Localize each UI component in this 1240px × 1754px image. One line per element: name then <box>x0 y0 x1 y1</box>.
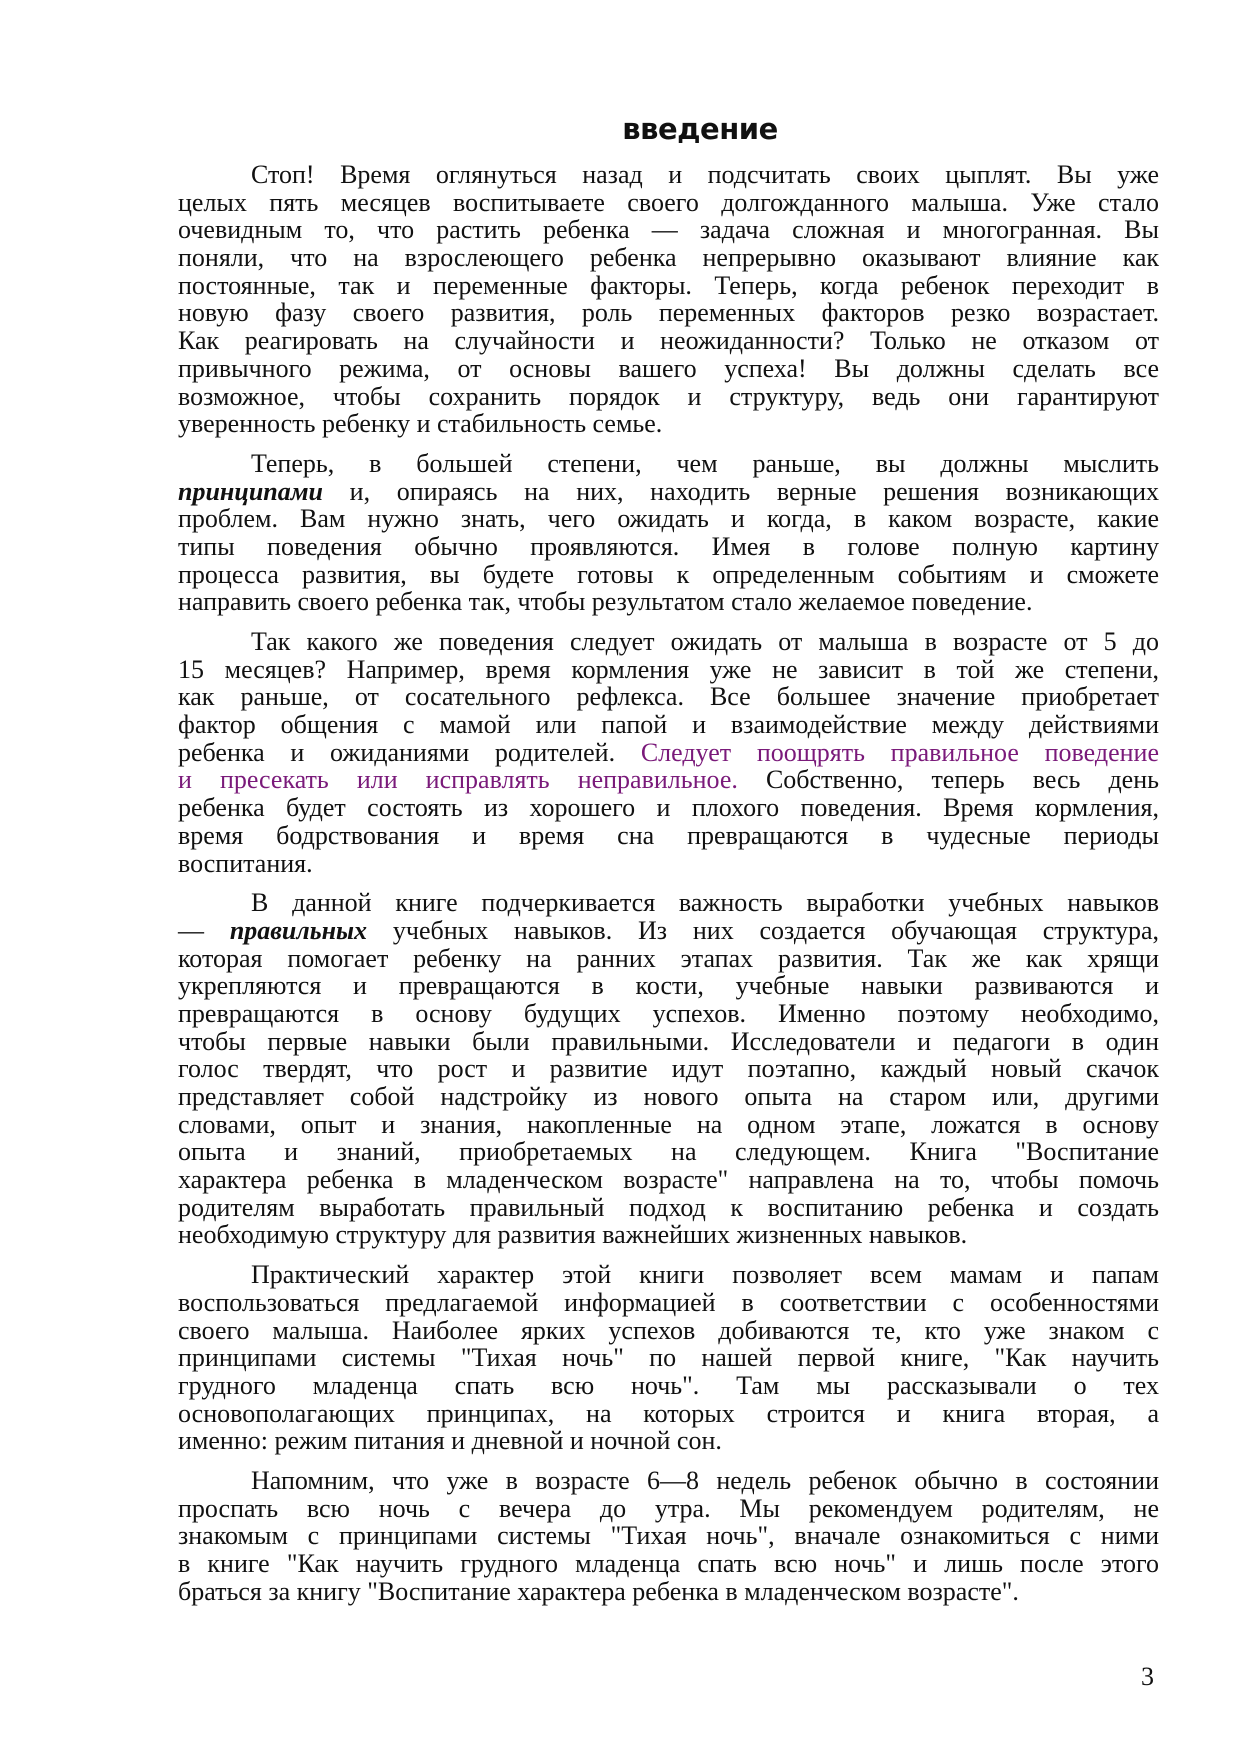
text-line: голос твердят, что рост и развитие идут поэтапно, каждый новый скачок <box>178 1054 1159 1084</box>
text-line: уверенность ребенку и стабильность семье. <box>178 409 663 439</box>
text-line: Так какого же поведения следует ожидать от малыша в возрасте от 5 до <box>251 627 1159 656</box>
text-line <box>178 766 1159 794</box>
text-line: фактор общения с мамой или папой и взаимодействие между действиями <box>178 710 1159 740</box>
text-line: Практический характер этой книги позволяет всем мамам и папам <box>251 1260 1159 1290</box>
emphasized-text: принципами <box>178 476 324 506</box>
text-line: в книге "Как научить грудного младенца спать всю ночь" и лишь после этого <box>178 1549 1159 1578</box>
text-line: возможное, чтобы сохранить порядок и структуру, ведь они гарантируют <box>178 381 1159 411</box>
text-line: очевидным то, что растить ребенка — задача сложная и многогранная. Вы <box>178 215 1159 245</box>
text-line: новую фазу своего развития, роль переменных факторов резко возрастает. <box>178 298 1159 328</box>
text-line: которая помогает ребенку на ранних этапах развития. Так же как хрящи <box>178 943 1159 973</box>
text-segment: Собственно, теперь весь день <box>737 765 1159 795</box>
text-line: Стоп! Время оглянуться назад и подсчитать своих цыплят. Вы уже <box>251 160 1159 189</box>
text-line: родителям выработать правильный подход к воспитанию ребенка и создать <box>178 1192 1159 1222</box>
text-segment: — <box>178 915 230 945</box>
text-line: необходимую структуру для развития важнейших жизненных навыков. <box>178 1220 968 1250</box>
paragraph <box>178 450 1159 616</box>
text-line: именно: режим питания и дневной и ночной сон. <box>178 1426 722 1456</box>
text-line: направить своего ребенка так, чтобы результатом стало желаемое поведение. <box>178 587 1033 617</box>
text-line: ребенка будет состоять из хорошего и плохого поведения. Время кормления, <box>178 793 1159 823</box>
text-line: воспользоваться предлагаемой информацией в соответствии с особенностями <box>178 1287 1159 1317</box>
text-line: Теперь, в большей степени, чем раньше, вы должны мыслить <box>251 448 1159 478</box>
text-line: опыта и знаний, приобретаемых на следующем. Книга "Воспитание <box>178 1137 1159 1167</box>
text-line: своего малыша. Наиболее ярких успехов добиваются те, кто уже знаком с <box>178 1315 1159 1345</box>
paragraph <box>178 628 1159 877</box>
paragraph <box>178 161 1159 438</box>
text-line: целых пять месяцев воспитываете своего долгожданного малыша. Уже стало <box>178 187 1159 217</box>
highlighted-text: Следует поощрять правильное поведение <box>640 737 1159 767</box>
text-line: характера ребенка в младенческом возрасте" направлена на то, чтобы помочь <box>178 1165 1159 1195</box>
text-line: представляет собой надстройку из нового опыта на старом или, другими <box>178 1082 1159 1111</box>
highlighted-text: и пресекать или исправлять неправильное. <box>178 765 738 795</box>
paragraph <box>178 1261 1159 1455</box>
document-body <box>178 161 1159 1617</box>
text-line: процесса развития, вы будете готовы к определенным событиям и сможете <box>178 559 1159 589</box>
text-line: Как реагировать на случайности и неожиданности? Только не отказом от <box>178 326 1159 356</box>
text-line <box>178 478 1159 506</box>
text-line: превращаются в основу будущих успехов. Именно поэтому необходимо, <box>178 998 1159 1028</box>
text-line: как раньше, от сосательного рефлекса. Все большее значение приобретает <box>178 682 1159 712</box>
text-line: укрепляются и превращаются в кости, учебные навыки развиваются и <box>178 971 1159 1001</box>
text-line: проспать всю ночь с вечера до утра. Мы рекомендуем родителям, не <box>178 1493 1159 1523</box>
text-line: принципами системы "Тихая ночь" по нашей первой книге, "Как научить <box>178 1343 1159 1373</box>
emphasized-text: правильных <box>229 915 368 945</box>
text-line <box>178 917 1159 945</box>
paragraph <box>178 1467 1159 1605</box>
page-number: 3 <box>1141 1662 1154 1691</box>
text-line: время бодрствования и время сна превращаются в чудесные периоды <box>178 820 1159 850</box>
text-segment: и, опираясь на них, находить верные решения возникающих <box>323 476 1159 506</box>
text-segment: ребенка и ожиданиями родителей. <box>178 737 641 767</box>
text-line: чтобы первые навыки были правильными. Исследователи и педагоги в один <box>178 1026 1159 1056</box>
text-line: постоянные, так и переменные факторы. Теперь, когда ребенок переходит в <box>178 270 1159 300</box>
text-line: словами, опыт и знания, накопленные на одном этапе, ложатся в основу <box>178 1109 1159 1139</box>
text-line: поняли, что на взрослеющего ребенка непрерывно оказывают влияние как <box>178 243 1159 273</box>
paragraph <box>178 889 1159 1249</box>
text-line: грудного младенца спать всю ночь". Там мы рассказывали о тех <box>178 1370 1159 1400</box>
text-line: В данной книге подчеркивается важность выработки учебных навыков <box>251 888 1159 918</box>
text-line: привычного режима, от основы вашего успеха! Вы должны сделать все <box>178 353 1159 383</box>
text-line: воспитания. <box>178 848 313 878</box>
chapter-title: введение <box>622 112 778 146</box>
text-line: проблем. Вам нужно знать, чего ожидать и когда, в каком возрасте, какие <box>178 504 1159 534</box>
text-line <box>178 739 1159 767</box>
text-line: браться за книгу "Воспитание характера ребенка в младенческом возрасте". <box>178 1576 1019 1606</box>
text-segment: учебных навыков. Из них создается обучающая структура, <box>367 915 1159 945</box>
text-line: 15 месяцев? Например, время кормления уже не зависит в той же степени, <box>178 654 1159 684</box>
text-line: основополагающих принципах, на которых строится и книга вторая, а <box>178 1398 1159 1428</box>
text-line: знакомым с принципами системы "Тихая ночь", вначале ознакомиться с ними <box>178 1521 1159 1551</box>
text-line: типы поведения обычно проявляются. Имея в голове полную картину <box>178 531 1159 561</box>
text-line: Напомним, что уже в возрасте 6—8 недель ребенок обычно в состоянии <box>251 1465 1159 1495</box>
